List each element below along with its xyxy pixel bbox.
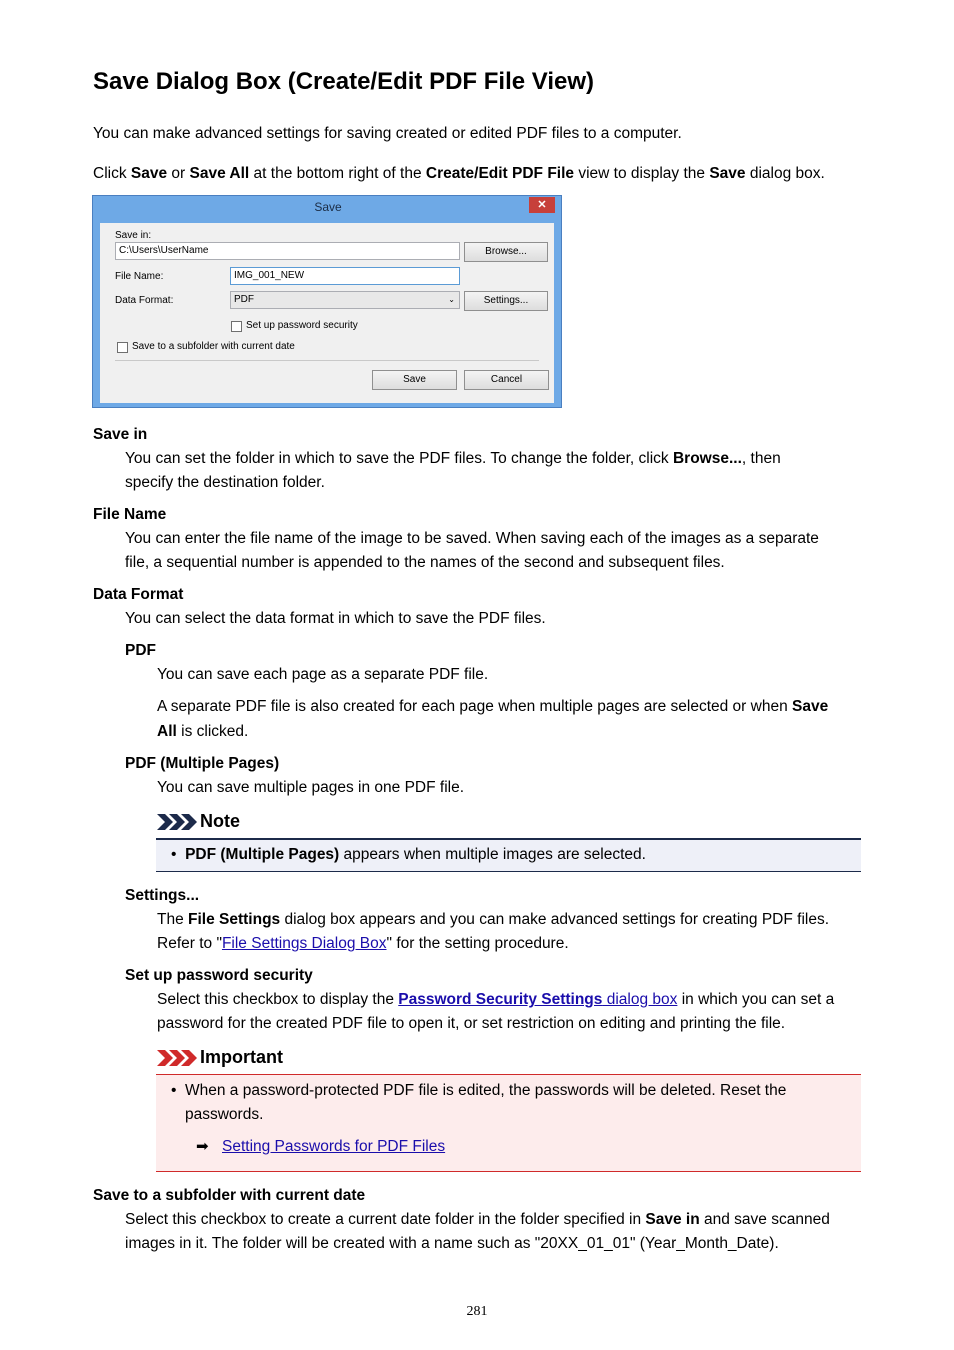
data-format-select[interactable]	[230, 291, 460, 309]
term-data-format: Data Format	[93, 586, 184, 603]
file-settings-link[interactable]: File Settings Dialog Box	[221, 935, 387, 952]
term-pdf-multiple: PDF (Multiple Pages)	[125, 755, 280, 772]
save-dialog-screenshot	[92, 195, 562, 408]
save-in-label: Save in:	[115, 230, 152, 241]
intro-instruction: Click Save or Save All at the bottom right of the Create/Edit PDF File view to display the Save dialog box.	[93, 165, 825, 182]
password-desc-1: Select this checkbox to display the Password Security Settings dialog box in which you can set a	[157, 991, 835, 1008]
close-icon[interactable]: ✕	[529, 197, 555, 213]
file-name-desc-1: You can enter the file name of the image to be saved. When saving each of the images as a separate	[125, 530, 819, 547]
password-checkbox-label: Set up password security	[246, 320, 358, 331]
password-desc-2: password for the created PDF file to open it, or set restriction on editing and printing the file.	[157, 1015, 786, 1032]
pdf-desc-1: You can save each page as a separate PDF file.	[157, 666, 489, 683]
file-name-desc-2: file, a sequential number is appended to the names of the second and subsequent files.	[125, 554, 725, 571]
password-checkbox[interactable]	[231, 321, 242, 332]
dialog-body	[100, 223, 554, 403]
term-save-in: Save in	[93, 426, 148, 443]
data-format-label: Data Format:	[115, 295, 174, 306]
data-format-value: PDF	[234, 294, 254, 305]
save-in-desc-1: You can set the folder in which to save the PDF files. To change the folder, click Browse..., then	[125, 450, 781, 467]
term-file-name: File Name	[93, 506, 167, 523]
intro-paragraph: You can make advanced settings for saving created or edited PDF files to a computer.	[93, 125, 682, 142]
important-text-2: passwords.	[185, 1106, 264, 1123]
important-chevrons-icon	[157, 1050, 197, 1066]
chevron-down-icon: ⌄	[448, 295, 455, 304]
settings-desc-2: Refer to "File Settings Dialog Box" for the setting procedure.	[157, 935, 569, 952]
dialog-title: Save	[314, 200, 342, 214]
page-number: 281	[466, 1304, 488, 1319]
note-chevrons-icon	[157, 814, 197, 830]
pdf-multiple-desc: You can save multiple pages in one PDF file.	[157, 779, 465, 796]
term-subfolder: Save to a subfolder with current date	[93, 1187, 366, 1204]
term-settings: Settings...	[125, 887, 200, 904]
note-box	[156, 838, 861, 872]
settings-desc-1: The File Settings dialog box appears and you can make advanced settings for creating PDF files.	[157, 911, 830, 928]
settings-button[interactable]: Settings...	[464, 291, 548, 311]
password-security-settings-link[interactable]: Password Security Settings dialog box	[398, 991, 678, 1008]
important-bullet: •	[171, 1082, 177, 1099]
important-text-1: When a password-protected PDF file is edited, the passwords will be deleted. Reset the	[185, 1082, 787, 1099]
term-password: Set up password security	[125, 967, 313, 984]
setting-passwords-link-wrap	[222, 1135, 445, 1159]
subfolder-checkbox-label: Save to a subfolder with current date	[132, 341, 295, 352]
file-name-label: File Name:	[115, 271, 164, 282]
save-button[interactable]: Save	[372, 370, 457, 390]
page-title: Save Dialog Box (Create/Edit PDF File View)	[93, 68, 595, 95]
save-in-desc-2: specify the destination folder.	[125, 474, 325, 491]
subfolder-desc-1: Select this checkbox to create a current date folder in the folder specified in Save in and save scanned	[125, 1211, 830, 1228]
important-heading: Important	[200, 1047, 283, 1067]
save-in-field[interactable]: C:\Users\UserName	[115, 242, 460, 260]
subfolder-checkbox[interactable]	[117, 342, 128, 353]
cancel-button[interactable]: Cancel	[464, 370, 549, 390]
note-heading: Note	[200, 811, 240, 831]
important-box	[156, 1074, 861, 1172]
setting-passwords-link[interactable]: Setting Passwords for PDF Files	[222, 1138, 446, 1155]
note-item: • PDF (Multiple Pages) appears when multiple images are selected.	[171, 846, 646, 863]
pdf-desc-2: A separate PDF file is also created for each page when multiple pages are selected or when Save	[157, 698, 829, 715]
browse-button[interactable]: Browse...	[464, 242, 548, 262]
term-pdf: PDF	[125, 642, 156, 659]
subfolder-desc-2: images in it. The folder will be created with a name such as "20XX_01_01" (Year_Month_Date).	[125, 1235, 779, 1252]
pdf-desc-3: All is clicked.	[157, 723, 249, 740]
divider	[115, 360, 539, 361]
data-format-desc: You can select the data format in which to save the PDF files.	[125, 610, 546, 627]
file-name-field[interactable]: IMG_001_NEW	[230, 267, 460, 285]
arrow-right-icon: ➡	[196, 1138, 209, 1155]
